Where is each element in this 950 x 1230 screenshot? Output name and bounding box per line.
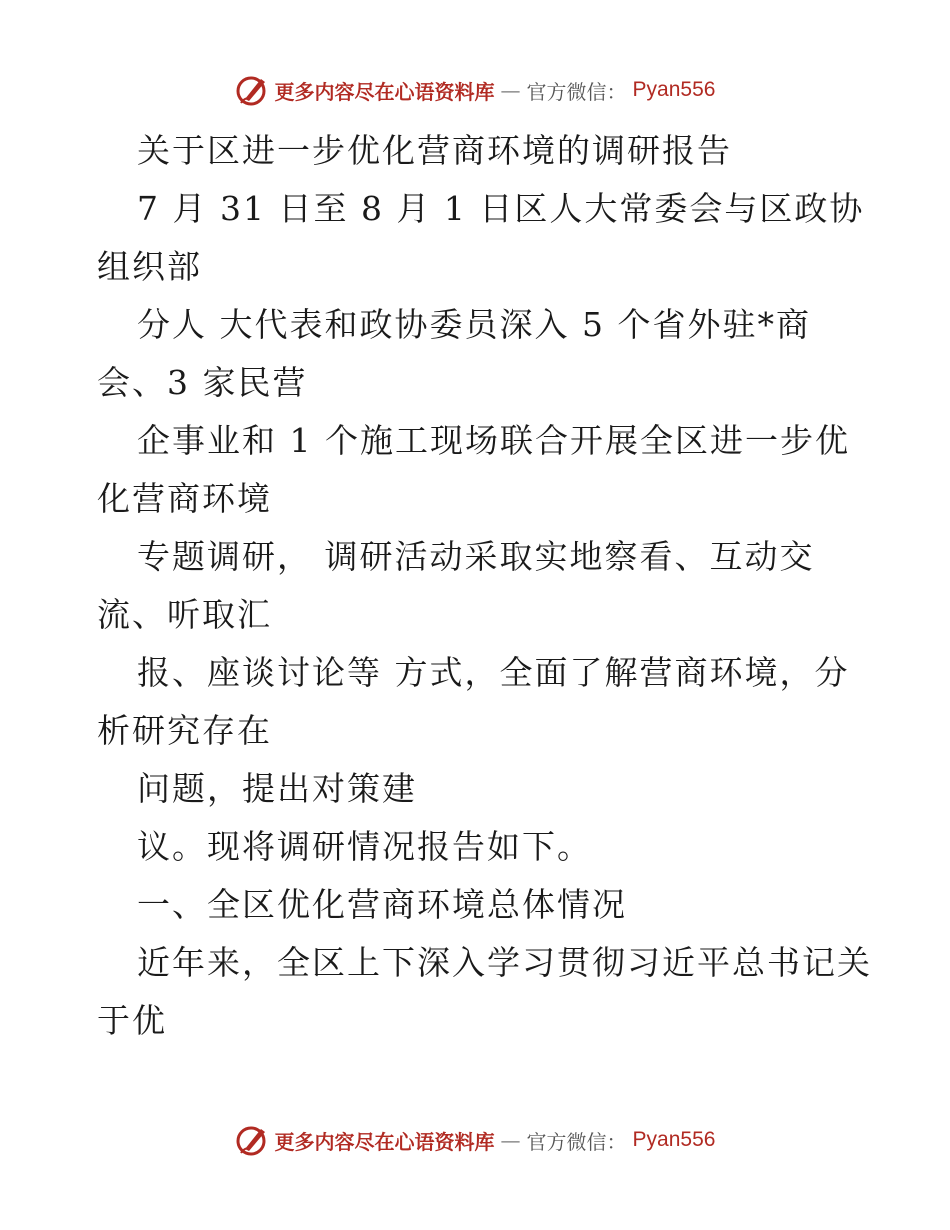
paragraph-line: 于优 xyxy=(97,1001,167,1040)
paragraph-line: 近年来，全区上下深入学习贯彻习近平总书记关 xyxy=(137,943,872,982)
paragraph-line: 议。现将调研情况报告如下。 xyxy=(137,827,592,866)
paragraph-line: 专题调研， 调研活动采取实地察看、互动交 xyxy=(137,537,815,576)
paragraph-line: 会、3 家民营 xyxy=(97,363,308,402)
wechat-account: Pyan556 xyxy=(632,1128,716,1151)
paragraph-line: 企事业和 1 个施工现场联合开展全区进一步优 xyxy=(137,421,850,460)
site-name: 更多内容尽在心语资料库 xyxy=(274,1129,495,1154)
paragraph-line: 组织部 xyxy=(97,247,202,286)
section-heading: 一、全区优化营商环境总体情况 xyxy=(137,885,627,924)
banner-separator: — xyxy=(500,1128,521,1152)
wechat-label: 官方微信： xyxy=(526,1129,627,1154)
footer-watermark-banner xyxy=(0,1120,950,1160)
paragraph-line: 析研究存在 xyxy=(97,711,272,750)
paragraph-line: 7 月 31 日至 8 月 1 日区人大常委会与区政协 xyxy=(137,189,865,228)
wechat-label: 官方微信： xyxy=(526,79,627,104)
document-title: 关于区进一步优化营商环境的调研报告 xyxy=(137,131,732,170)
wechat-account: Pyan556 xyxy=(632,78,716,101)
site-name: 更多内容尽在心语资料库 xyxy=(274,79,495,104)
paragraph-line: 流、听取汇 xyxy=(97,595,272,634)
paragraph-line: 问题，提出对策建 xyxy=(137,769,417,808)
paragraph-line: 分人 大代表和政协委员深入 5 个省外驻*商 xyxy=(137,305,811,344)
header-watermark-banner xyxy=(0,70,950,110)
brush-pen-logo-icon xyxy=(235,1123,269,1157)
banner-separator: — xyxy=(500,78,521,102)
brush-pen-logo-icon xyxy=(235,73,269,107)
paragraph-line: 报、座谈讨论等 方式，全面了解营商环境，分 xyxy=(137,653,850,692)
document-body xyxy=(97,122,872,1050)
paragraph-line: 化营商环境 xyxy=(97,479,272,518)
